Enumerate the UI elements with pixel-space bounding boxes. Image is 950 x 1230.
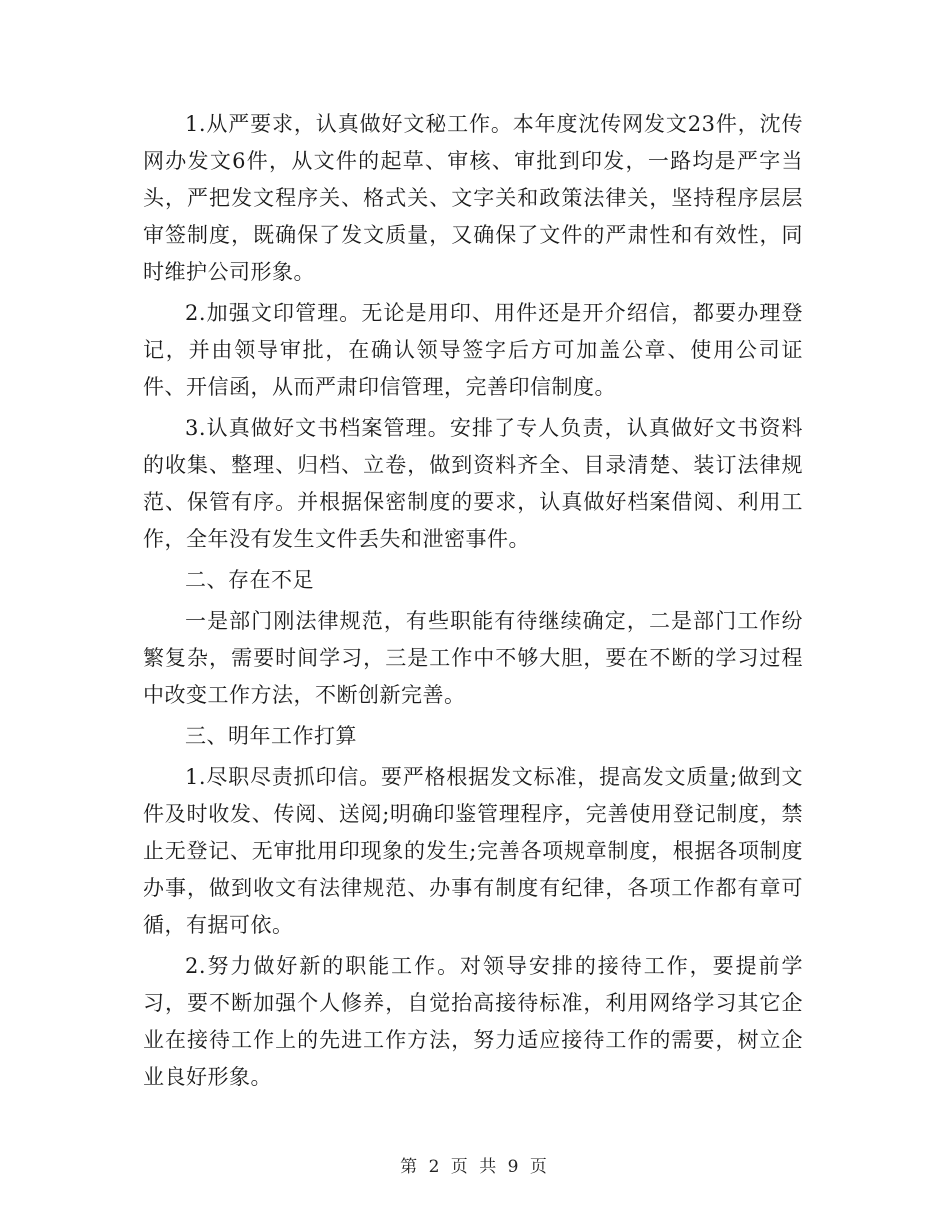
- paragraph-seal-management: 2.加强文印管理。无论是用印、用件还是开介绍信，都要办理登记，并由领导审批，在确认领导签字后方可加盖公章、使用公司证件、开信函，从而严肃印信管理，完善印信制度。: [143, 301, 803, 399]
- paragraph-secretarial-work: 1.从严要求，认真做好文秘工作。本年度沈传网发文23件，沈传网办发文6件，从文件的起草、审核、审批到印发，一路均是严字当头，严把发文程序关、格式关、文字关和政策法律关，坚持程序层层审签制度，既确保了发文质量，又确保了文件的严肃性和有效性，同时维护公司形象。: [143, 112, 803, 284]
- page-number-footer: 第 2 页 共 9 页: [400, 1157, 550, 1177]
- paragraph-shortcomings: 一是部门刚法律规范，有些职能有待继续确定，二是部门工作纷繁复杂，需要时间学习，三是工作中不够大胆，要在不断的学习过程中改变工作方法，不断创新完善。: [143, 609, 803, 707]
- section-heading-next-year-plan: 三、明年工作打算: [185, 724, 357, 748]
- document-body: [143, 106, 803, 1096]
- paragraph-plan-reception: 2.努力做好新的职能工作。对领导安排的接待工作，要提前学习，要不断加强个人修养，自觉抬高接待标准，利用网络学习其它企业在接待工作上的先进工作方法，努力适应接待工作的需要，树立企业良好形象。: [143, 954, 803, 1089]
- paragraph-plan-seals: 1.尽职尽责抓印信。要严格根据发文标准，提高发文质量;做到文件及时收发、传阅、送阅;明确印鉴管理程序，完善使用登记制度，禁止无登记、无审批用印现象的发生;完善各项规章制度，根据各项制度办事，做到收文有法律规范、办事有制度有纪律，各项工作都有章可循，有据可依。: [143, 765, 803, 937]
- paragraph-archive-management: 3.认真做好文书档案管理。安排了专人负责，认真做好文书资料的收集、整理、归档、立卷，做到资料齐全、目录清楚、装订法律规范、保管有序。并根据保密制度的要求，认真做好档案借阅、利用工作，全年没有发生文件丢失和泄密事件。: [143, 416, 803, 551]
- section-heading-shortcomings: 二、存在不足: [185, 568, 314, 592]
